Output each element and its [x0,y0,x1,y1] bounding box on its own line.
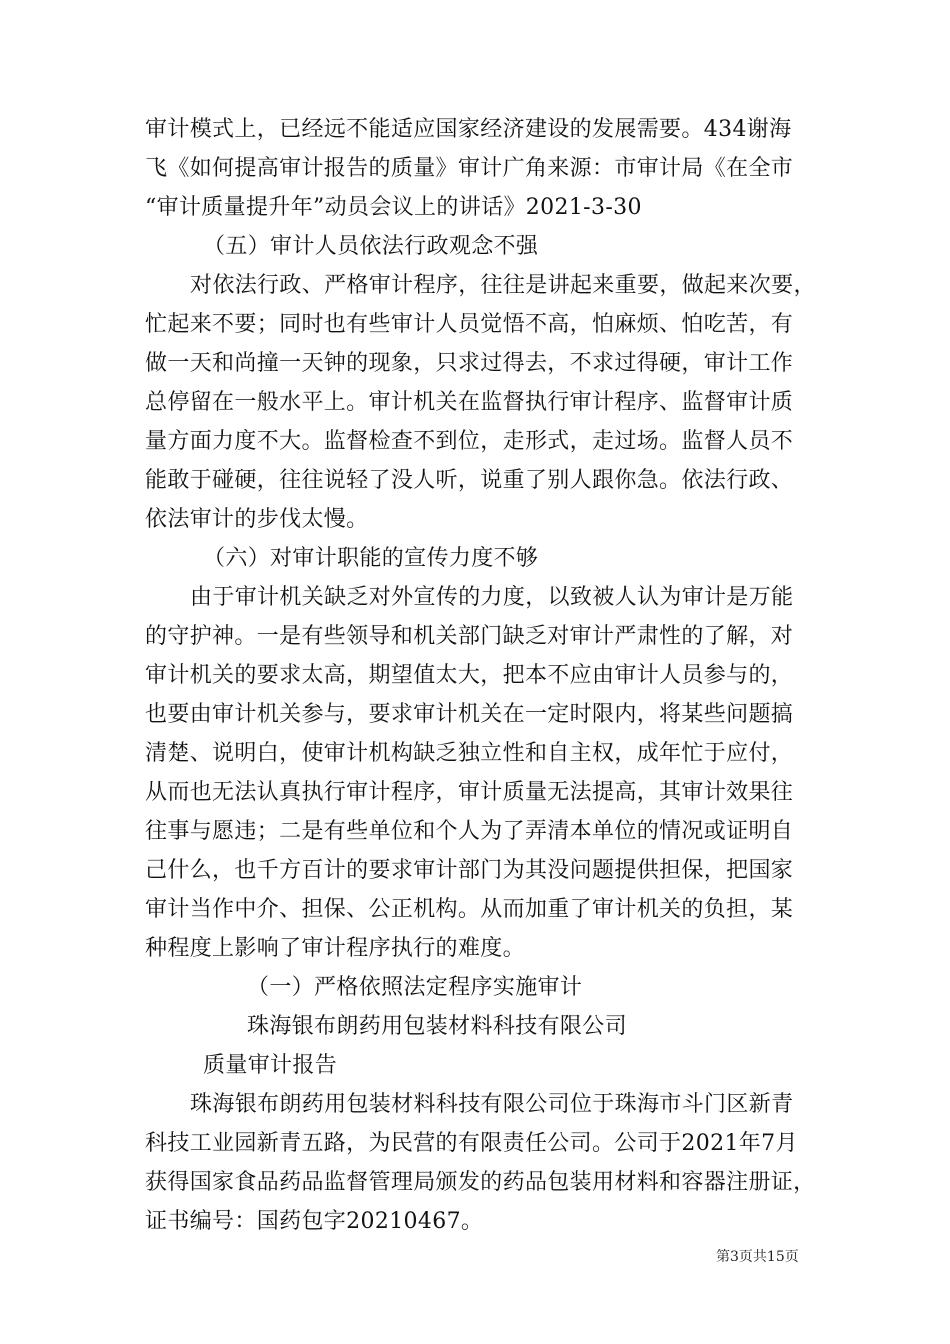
body-text-line: 能敢于碰硬，往往说轻了没人听，说重了别人跟你急。依法行政、 [145,468,794,493]
body-text-line: 种程度上影响了审计程序执行的难度。 [145,936,525,961]
body-text-line: 审计模式上，已经远不能适应国家经济建设的发展需要。434谢海 [145,117,792,142]
paragraph-first-line: 对依法行政、严格审计程序，往往是讲起来重要，做起来次要， [190,273,816,298]
body-text-line: 量方面力度不大。监督检查不到位，走形式，走过场。监督人员不 [145,429,794,454]
body-text-line: “审计质量提升年”动员会议上的讲话》2021-3-30 [145,195,642,220]
body-text-line: 审计机关的要求太高，期望值太大，把本不应由审计人员参与的， [145,663,794,688]
body-text-line: 做一天和尚撞一天钟的现象，只求过得去，不求过得硬，审计工作 [145,351,794,376]
body-text-line: 忙起来不要；同时也有些审计人员觉悟不高，怕麻烦、怕吃苦，有 [145,312,794,337]
body-text-line: 审计当作中介、担保、公正机构。从而加重了审计机关的负担，某 [145,897,794,922]
body-text-line: 从而也无法认真执行审计程序，审计质量无法提高，其审计效果往 [145,780,794,805]
body-text-line: 的守护神。一是有些领导和机关部门缺乏对审计严肃性的了解，对 [145,624,794,649]
company-name-heading: 珠海银布朗药用包装材料科技有限公司 [247,1014,627,1039]
body-text-line: 证书编号：国药包字20210467。 [145,1209,484,1234]
section-heading: （六）对审计职能的宣传力度不够 [203,546,539,571]
paragraph-first-line: 由于审计机关缺乏对外宣传的力度，以致被人认为审计是万能 [190,585,794,610]
section-heading: （五）审计人员依法行政观念不强 [203,234,539,259]
body-text-line: 总停留在一般水平上。审计机关在监督执行审计程序、监督审计质 [145,390,794,415]
body-text-line: 飞《如何提高审计报告的质量》审计广角来源：市审计局《在全市 [145,156,794,181]
section-heading: （一）严格依照法定程序实施审计 [247,975,583,1000]
body-text-line: 清楚、说明白，使审计机构缺乏独立性和自主权，成年忙于应付， [145,741,794,766]
body-text-line: 依法审计的步伐太慢。 [145,507,369,532]
body-text-line: 往事与愿违；二是有些单位和个人为了弄清本单位的情况或证明自 [145,819,794,844]
page-number-footer: 第3页共15页 [716,1249,799,1265]
paragraph-first-line: 珠海银布朗药用包装材料科技有限公司位于珠海市斗门区新青 [190,1092,794,1117]
report-title: 质量审计报告 [203,1053,338,1078]
body-text-line: 获得国家食品药品监督管理局颁发的药品包装用材料和容器注册证， [145,1170,816,1195]
body-text-line: 己什么，也千方百计的要求审计部门为其没问题提供担保，把国家 [145,858,794,883]
body-text-line: 也要由审计机关参与，要求审计机关在一定时限内，将某些问题搞 [145,702,794,727]
body-text-line: 科技工业园新青五路，为民营的有限责任公司。公司于2021年7月 [145,1131,798,1156]
